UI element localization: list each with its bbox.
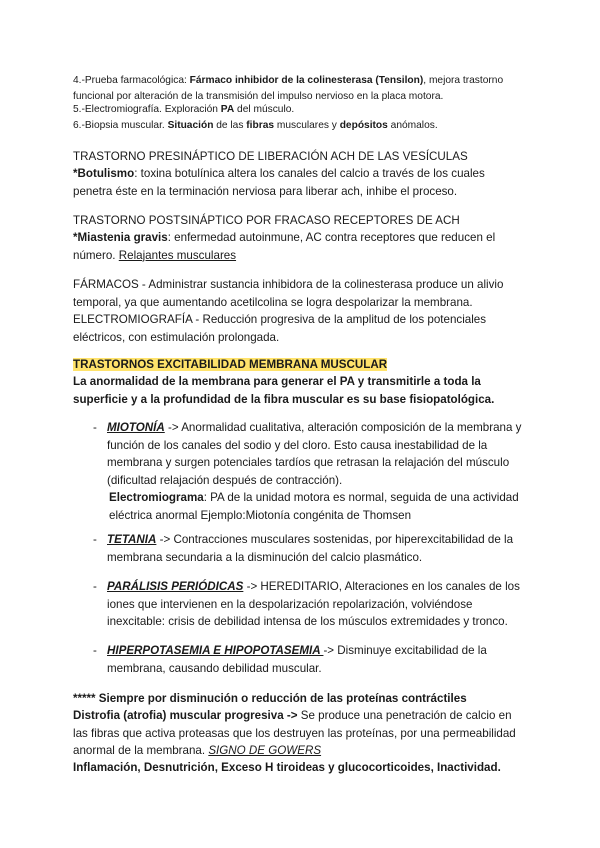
- list-item-text: [107, 531, 527, 566]
- distrofia-paragraph: [73, 707, 523, 760]
- item-text: 4.-Prueba farmacológica:: [73, 75, 190, 86]
- electromiograma-term: Electromiograma: [109, 491, 204, 505]
- postsinaptico-title: TRASTORNO POSTSINÁPTICO POR FRACASO RECEPTORES DE ACH: [73, 214, 460, 227]
- miastenia-paragraph: [73, 229, 523, 264]
- botulismo-term: *Botulismo: [73, 167, 135, 180]
- electromiografia-paragraph: ELECTROMIOGRAFÍA - Reducción progresiva de la amplitud de los potenciales eléctricos, con estimulación prolongada.: [73, 313, 487, 344]
- list-item-term: TETANIA: [107, 533, 157, 546]
- item-text: musculares y: [274, 120, 340, 131]
- excitabilidad-heading: [73, 356, 533, 374]
- botulismo-text: : toxina botulínica altera los canales del calcio a través de los cuales penetra éste en la terminación nerviosa para liberar ach, inhibe el proceso.: [73, 167, 485, 198]
- list-item-term: HIPERPOTASEMIA E HIPOPOTASEMIA: [107, 644, 324, 657]
- causes-line: Inflamación, Desnutrición, Exceso H tiroideas y glucocorticoides, Inactividad.: [73, 761, 501, 774]
- list-dash: -: [93, 644, 97, 657]
- biopsia-item: [73, 118, 533, 134]
- list-item-tetania: [93, 531, 527, 566]
- item-text: 5.-Electromiografía. Exploración: [73, 104, 221, 115]
- signo-gowers-link[interactable]: SIGNO DE GOWERS: [208, 744, 322, 758]
- stars-note: ***** Siempre por disminución o reducción de las proteínas contráctiles: [73, 692, 467, 705]
- item-bold: Situación: [167, 120, 214, 131]
- item-text: , mejora trastorno funcional por alteración de la transmisión del impulso nervioso en la placa motora.: [73, 75, 504, 102]
- item-text: anómalos.: [387, 120, 438, 131]
- botulismo-paragraph: [73, 165, 513, 200]
- list-item-desc: -> Contracciones musculares sostenidas, por hiperexcitabilidad de la membrana secundaria a la disminución del calcio plasmático.: [107, 533, 514, 564]
- list-item-text: [107, 419, 527, 489]
- farmacos-paragraph: FÁRMACOS - Administrar sustancia inhibidora de la colinesterasa produce un alivio temporal, ya que aumentando acetilcolina se logra despolarizar la membrana.: [73, 278, 504, 309]
- presinaptico-title: TRASTORNO PRESINÁPTICO DE LIBERACIÓN ACH DE LAS VESÍCULAS: [73, 150, 468, 163]
- distrofia-text: Se produce una penetración de calcio en las fibras que activa proteasas que los destruyen las proteínas, por una permeabilidad anormal de la membrana.: [73, 709, 516, 758]
- list-item-desc: -> Disminuye excitabilidad de la membrana, causando debilidad muscular.: [107, 644, 487, 675]
- electromiograma-line: [107, 489, 527, 524]
- item-bold: PA: [220, 104, 235, 115]
- item-text: 6.-Biopsia muscular.: [73, 120, 168, 131]
- excitabilidad-intro: La anormalidad de la membrana para generar el PA y transmitirle a toda la superficie y a la profundidad de la fibra muscular es su base fisiopatológica.: [73, 375, 495, 406]
- highlighted-heading: TRASTORNOS EXCITABILIDAD MEMBRANA MUSCULAR: [73, 358, 388, 371]
- list-dash: -: [93, 580, 97, 593]
- relajantes-musculares-link[interactable]: Relajantes musculares: [118, 248, 237, 262]
- list-item-desc: -> Anormalidad cualitativa, alteración composición de la membrana y función de los canales del sodio y del cloro. Esto causa inestabilidad de la membrana y surgen potenciales tardíos que retrasan la relajación del músculo (dificultad relajación después de contracción).: [107, 421, 522, 487]
- list-item-term: MIOTONÍA: [107, 421, 165, 434]
- electromiograma-text: : PA de la unidad motora es normal, seguida de una actividad eléctrica anormal Ejemplo:Miotonía congénita de Thomsen: [109, 491, 519, 522]
- list-dash: -: [93, 421, 97, 434]
- list-item-text: [107, 578, 527, 631]
- list-item-desc: -> HEREDITARIO, Alteraciones en los canales de los iones que intervienen en la despolarización repolarización, volviéndose inexcitable: crisis de debilidad intensa de los músculos extremidades y tronco.: [107, 580, 520, 629]
- list-item-hiperpotasemia: [93, 642, 527, 677]
- list-item-paralisis: [93, 578, 527, 631]
- distrofia-term: Distrofia (atrofia) muscular progresiva ->: [73, 709, 298, 722]
- item-bold: fibras: [246, 120, 275, 131]
- list-item-text: [107, 642, 527, 677]
- list-dash: -: [93, 533, 97, 546]
- item-bold: Fármaco inhibidor de la colinesterasa (Tensilon): [189, 75, 424, 86]
- list-item-term: PARÁLISIS PERIÓDICAS: [107, 580, 244, 593]
- item-text: del músculo.: [234, 104, 295, 115]
- item-text: de las: [213, 120, 247, 131]
- electromiografia-item: [73, 102, 533, 118]
- list-item-miotonia: [93, 419, 527, 525]
- miastenia-text: : enfermedad autoinmune, AC contra receptores que reducen el número.: [73, 231, 496, 262]
- prueba-farmacologica-item: [73, 73, 533, 105]
- miastenia-term: *Miastenia gravis: [73, 231, 168, 244]
- item-bold: depósitos: [339, 120, 388, 131]
